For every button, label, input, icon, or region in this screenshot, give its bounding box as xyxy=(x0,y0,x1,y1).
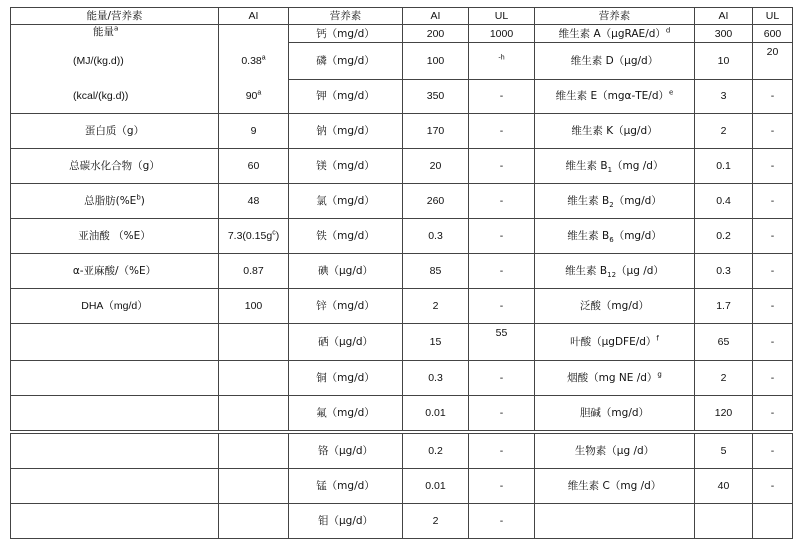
energy-mj-unit: (MJ/(kg.d)) xyxy=(73,55,124,67)
vitamin-ul: - xyxy=(753,289,793,324)
table-row xyxy=(11,396,793,431)
mineral-ul: 1000 xyxy=(469,25,535,43)
vitamin-ul: - xyxy=(753,184,793,219)
mineral-ul: - xyxy=(469,289,535,324)
vitamin-name: 维生素 K（μg/d） xyxy=(535,114,695,149)
mineral-ai: 100 xyxy=(403,43,469,80)
mineral-ul: - xyxy=(469,434,535,469)
mineral-ai: 0.01 xyxy=(403,469,469,504)
vitamin-name: 维生素 D（μg/d） xyxy=(535,43,695,80)
vitamin-ai: 0.4 xyxy=(695,184,753,219)
vitamin-ai: 300 xyxy=(695,25,753,43)
empty-cell xyxy=(219,324,289,361)
vitamin-ai: 10 xyxy=(695,43,753,80)
nutrient-reference-table-continued xyxy=(10,433,793,539)
vitamin-ul: 600 xyxy=(753,25,793,43)
table-row xyxy=(11,184,793,219)
table-row xyxy=(11,324,793,361)
header-row xyxy=(11,8,793,25)
mineral-ai: 170 xyxy=(403,114,469,149)
vitamin-ul: 20 xyxy=(753,43,793,80)
mineral-ai: 200 xyxy=(403,25,469,43)
vitamin-ai: 0.3 xyxy=(695,254,753,289)
table-row xyxy=(11,114,793,149)
vitamin-name: 维生素 A（μgRAE/d）$^d$ xyxy=(535,25,695,43)
vitamin-ul: - xyxy=(753,254,793,289)
vitamin-name: 维生素 $E(mg\alpha-TE/d)^e$ xyxy=(535,79,695,114)
energy-cell xyxy=(11,25,219,114)
mineral-ul: - xyxy=(469,219,535,254)
vitamin-ul: - xyxy=(753,361,793,396)
empty-cell xyxy=(219,504,289,539)
empty-cell xyxy=(535,504,695,539)
mineral-ul: - xyxy=(469,149,535,184)
header-energy-nutrient: 能量/营养素 xyxy=(11,8,219,25)
empty-cell xyxy=(11,396,219,431)
empty-cell xyxy=(11,434,219,469)
vitamin-ai: 0.2 xyxy=(695,219,753,254)
mineral-name: 碘（μg/d） xyxy=(289,254,403,289)
mineral-ul: - xyxy=(469,504,535,539)
mineral-name: 磷（mg/d） xyxy=(289,43,403,80)
vitamin-name: 维生素 $B_{12}(\mu g$ /d） xyxy=(535,254,695,289)
vitamin-ai: 2 xyxy=(695,114,753,149)
mineral-ul: - xyxy=(469,114,535,149)
vitamin-ul: - xyxy=(753,114,793,149)
nutrient-reference-table xyxy=(10,7,793,431)
mineral-ai: 0.01 xyxy=(403,396,469,431)
vitamin-ul: - xyxy=(753,469,793,504)
empty-cell xyxy=(11,504,219,539)
dha-ai: 100 xyxy=(219,289,289,324)
mineral-name: 镁（mg/d） xyxy=(289,149,403,184)
table-row xyxy=(11,361,793,396)
vitamin-name: 烟酸（mg NE /d）$^g$ xyxy=(535,361,695,396)
empty-cell xyxy=(219,361,289,396)
alpha-linolenic-acid-label: α-亚麻酸/（%E） xyxy=(11,254,219,289)
mineral-name: 锰（mg/d） xyxy=(289,469,403,504)
energy-kcal-unit: (kcal/(kg.d)) xyxy=(73,90,129,102)
mineral-name: 铁（mg/d） xyxy=(289,219,403,254)
mineral-ai: 2 xyxy=(403,289,469,324)
mineral-name: 钠（mg/d） xyxy=(289,114,403,149)
carb-label: 总碳水化合物（g） xyxy=(11,149,219,184)
header-ai: AI xyxy=(219,8,289,25)
mineral-ai: 350 xyxy=(403,79,469,114)
mineral-ai: 2 xyxy=(403,504,469,539)
mineral-name: 钙（mg/d） xyxy=(289,25,403,43)
empty-cell xyxy=(695,504,753,539)
mineral-name: 钼（μg/d） xyxy=(289,504,403,539)
mineral-name: 氯（mg/d） xyxy=(289,184,403,219)
table-row xyxy=(11,469,793,504)
empty-cell xyxy=(11,469,219,504)
mineral-ul: - xyxy=(469,361,535,396)
vitamin-name: 维生素 $B_1(mg$ /d） xyxy=(535,149,695,184)
vitamin-ul: - xyxy=(753,79,793,114)
mineral-ul: 55 xyxy=(469,324,535,361)
table-row xyxy=(11,289,793,324)
energy-kcal-value: 90$^a$ xyxy=(245,89,262,102)
empty-cell xyxy=(219,469,289,504)
vitamin-ai: 1.7 xyxy=(695,289,753,324)
empty-cell xyxy=(753,504,793,539)
mineral-name: 铬（μg/d） xyxy=(289,434,403,469)
empty-cell xyxy=(11,324,219,361)
mineral-ai: 260 xyxy=(403,184,469,219)
mineral-ai: 20 xyxy=(403,149,469,184)
mineral-name: 钾（mg/d） xyxy=(289,79,403,114)
mineral-ul: - xyxy=(469,396,535,431)
mineral-ai: 0.3 xyxy=(403,219,469,254)
energy-ai-cell xyxy=(219,25,289,114)
vitamin-name: 泛酸（mg/d） xyxy=(535,289,695,324)
table-row xyxy=(11,254,793,289)
vitamin-ai: 2 xyxy=(695,361,753,396)
header-ai-2: AI xyxy=(403,8,469,25)
mineral-name: 硒（μg/d） xyxy=(289,324,403,361)
carb-ai: 60 xyxy=(219,149,289,184)
vitamin-ai: 120 xyxy=(695,396,753,431)
dha-label: DHA（mg/d） xyxy=(11,289,219,324)
mineral-ul: - xyxy=(469,469,535,504)
vitamin-ai: 5 xyxy=(695,434,753,469)
alpha-linolenic-acid-ai: 0.87 xyxy=(219,254,289,289)
mineral-ai: 0.3 xyxy=(403,361,469,396)
vitamin-ai: 40 xyxy=(695,469,753,504)
header-nutrient: 营养素 xyxy=(289,8,403,25)
vitamin-name: 维生素 C（mg /d） xyxy=(535,469,695,504)
empty-cell xyxy=(219,396,289,431)
vitamin-name: 叶酸（μgDFE/d）$^f$ xyxy=(535,324,695,361)
energy-mj-value: 0.38$^a$ xyxy=(241,54,266,67)
vitamin-name: 维生素 $B_6(mg/d)$ xyxy=(535,219,695,254)
vitamin-name: 生物素（μg /d） xyxy=(535,434,695,469)
protein-label: 蛋白质（g） xyxy=(11,114,219,149)
energy-label: 能量$^a$ xyxy=(93,24,119,38)
table-row xyxy=(11,504,793,539)
protein-ai: 9 xyxy=(219,114,289,149)
vitamin-ai: 65 xyxy=(695,324,753,361)
table-row xyxy=(11,149,793,184)
mineral-ai: 0.2 xyxy=(403,434,469,469)
vitamin-ai: 0.1 xyxy=(695,149,753,184)
empty-cell xyxy=(11,361,219,396)
vitamin-ul: - xyxy=(753,149,793,184)
linoleic-acid-ai: $7.3(0.15g^c)$ xyxy=(219,219,289,254)
linoleic-acid-label: 亚油酸 （%E） xyxy=(11,219,219,254)
empty-cell xyxy=(219,434,289,469)
mineral-ai: 15 xyxy=(403,324,469,361)
table-row xyxy=(11,434,793,469)
vitamin-name: 维生素 $B_2(mg/d)$ xyxy=(535,184,695,219)
mineral-name: 氟（mg/d） xyxy=(289,396,403,431)
header-nutrient-2: 营养素 xyxy=(535,8,695,25)
header-ai-3: AI xyxy=(695,8,753,25)
header-ul: UL xyxy=(469,8,535,25)
vitamin-ul: - xyxy=(753,219,793,254)
fat-ai: 48 xyxy=(219,184,289,219)
mineral-ul: - xyxy=(469,184,535,219)
mineral-name: 锌（mg/d） xyxy=(289,289,403,324)
vitamin-name: 胆碱（mg/d） xyxy=(535,396,695,431)
header-ul-2: UL xyxy=(753,8,793,25)
table-row xyxy=(11,219,793,254)
vitamin-ai: 3 xyxy=(695,79,753,114)
mineral-name: 铜（mg/d） xyxy=(289,361,403,396)
table-row xyxy=(11,25,793,43)
vitamin-ul: - xyxy=(753,396,793,431)
vitamin-ul: - xyxy=(753,324,793,361)
mineral-ul: - xyxy=(469,79,535,114)
mineral-ul: - xyxy=(469,254,535,289)
vitamin-ul: - xyxy=(753,434,793,469)
mineral-ul: -h xyxy=(469,43,535,80)
mineral-ai: 85 xyxy=(403,254,469,289)
fat-label: 总脂肪$(\%E^b)$ xyxy=(11,184,219,219)
